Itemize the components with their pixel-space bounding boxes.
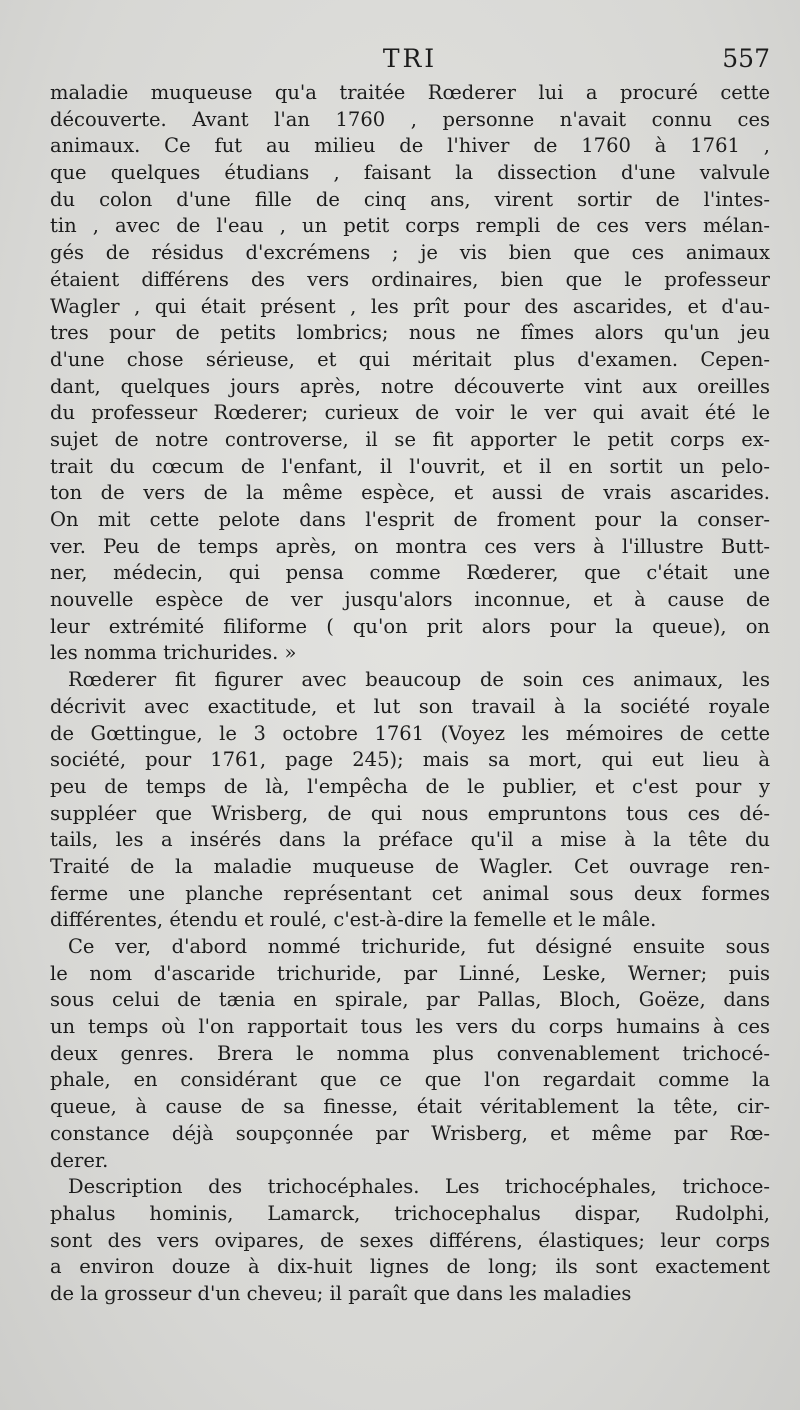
page-header (50, 44, 770, 80)
text-line: animaux. Ce fut au milieu de l'hiver de 1760 à 1761 , (50, 134, 770, 158)
text-line: découverte. Avant l'an 1760 , personne n'avait connu ces (50, 107, 770, 131)
text-line: On mit cette pelote dans l'esprit de froment pour la conser- (50, 508, 770, 531)
page-number: 557 (722, 44, 770, 73)
text-line: nouvelle espèce de ver jusqu'alors inconnue, et à cause de (50, 588, 770, 612)
text-line: étaient différens des vers ordinaires, bien que le professeur (50, 267, 770, 291)
text-line: tails, les a insérés dans la préface qu'il a mise à la tête du (50, 828, 770, 852)
text-line: ver. Peu de temps après, on montra ces vers à l'illustre Butt- (50, 534, 770, 558)
text-line: queue, à cause de sa finesse, était véritablement la tête, cir- (50, 1095, 770, 1119)
text-line: phalus hominis, Lamarck, trichocephalus dispar, Rudolphi, (50, 1201, 770, 1225)
text-line: Traité de la maladie muqueuse de Wagler. Cet ouvrage ren- (50, 854, 770, 878)
paragraph (50, 667, 770, 934)
text-line: suppléer que Wrisberg, de qui nous empruntons tous ces dé- (50, 801, 770, 825)
text-line: maladie muqueuse qu'a traitée Rœderer lui a procuré cette (50, 81, 770, 104)
text-line: leur extrémité filiforme ( qu'on prit alors pour la queue), on (50, 614, 770, 638)
text-line: gés de résidus d'excrémens ; je vis bien que ces animaux (50, 241, 770, 265)
text-line: dant, quelques jours après, notre découverte vint aux oreilles (50, 374, 770, 398)
paragraph (50, 1174, 770, 1307)
text-line: ton de vers de la même espèce, et aussi de vrais ascarides. (50, 481, 770, 505)
text-line: le nom d'ascaride trichuride, par Linné, Leske, Werner; puis (50, 961, 770, 985)
text-line: Ce ver, d'abord nommé trichuride, fut désigné ensuite sous (68, 935, 770, 958)
text-line: derer. (50, 1148, 109, 1172)
text-line: les nomma trichurides. » (50, 641, 297, 665)
text-line: phale, en considérant que ce que l'on regardait comme la (50, 1068, 770, 1092)
text-line: Description des trichocéphales. Les trichocéphales, trichoce- (68, 1175, 770, 1199)
text-line: de Gœttingue, le 3 octobre 1761 (Voyez les mémoires de cette (50, 721, 770, 745)
paragraph (50, 934, 770, 1174)
text-line: tres pour de petits lombrics; nous ne fîmes alors qu'un jeu (50, 321, 770, 345)
text-line: a environ douze à dix-huit lignes de long; ils sont exactement (50, 1255, 770, 1279)
text-line: tin , avec de l'eau , un petit corps rempli de ces vers mélan- (50, 214, 770, 238)
text-line: de la grosseur d'un cheveu; il paraît que dans les maladies (50, 1281, 632, 1305)
paragraph (50, 80, 770, 667)
text-line: ferme une planche représentant cet animal sous deux formes (50, 881, 770, 905)
text-line: d'une chose sérieuse, et qui méritait plus d'examen. Cepen- (50, 347, 770, 371)
text-line: sont des vers ovipares, de sexes différens, élastiques; leur corps (50, 1228, 770, 1252)
text-line: société, pour 1761, page 245); mais sa mort, qui eut lieu à (50, 748, 770, 772)
text-line: deux genres. Brera le nomma plus convenablement trichocé- (50, 1041, 770, 1065)
running-head: TRI (382, 44, 438, 73)
text-line: sous celui de tænia en spirale, par Pallas, Bloch, Goëze, dans (50, 988, 770, 1012)
text-line: Wagler , qui était présent , les prît pour des ascarides, et d'au- (50, 294, 770, 318)
text-line: Rœderer fit figurer avec beaucoup de soin ces animaux, les (68, 668, 770, 692)
text-line: trait du cœcum de l'enfant, il l'ouvrit, et il en sortit un pelo- (50, 454, 770, 478)
text-line: décrivit avec exactitude, et lut son travail à la société royale (50, 694, 770, 718)
text-line: sujet de notre controverse, il se fit apporter le petit corps ex- (50, 427, 770, 451)
body-text (50, 80, 770, 1308)
text-line: constance déjà soupçonnée par Wrisberg, et même par Rœ- (50, 1121, 770, 1145)
text-line: du professeur Rœderer; curieux de voir le ver qui avait été le (50, 401, 770, 425)
text-line: ner, médecin, qui pensa comme Rœderer, que c'était une (50, 561, 770, 585)
text-line: du colon d'une fille de cinq ans, virent sortir de l'intes- (50, 187, 770, 211)
text-line: différentes, étendu et roulé, c'est-à-dire la femelle et le mâle. (50, 908, 657, 932)
text-line: un temps où l'on rapportait tous les vers du corps humains à ces (50, 1015, 770, 1039)
text-line: que quelques étudians , faisant la dissection d'une valvule (50, 161, 770, 185)
text-line: peu de temps de là, l'empêcha de le publier, et c'est pour y (50, 774, 770, 798)
